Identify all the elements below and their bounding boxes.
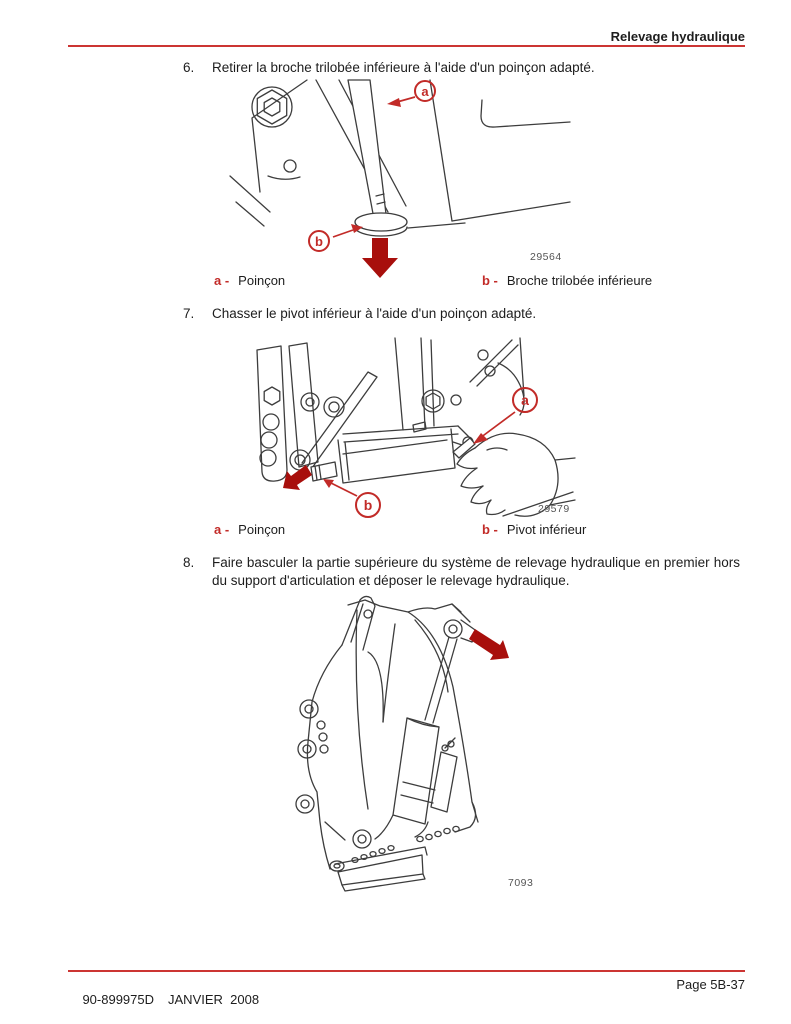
step-text: Faire basculer la partie supérieure du système de relevage hydraulique en premier hors du support d'articulation et déposer le relevage hydraulique. — [212, 555, 740, 588]
caption-label: b - — [482, 522, 498, 537]
step-text: Chasser le pivot inférieur à l'aide d'un poinçon adapté. — [212, 306, 537, 321]
footer-rule — [68, 970, 745, 972]
caption-label: a - — [214, 273, 230, 288]
figure-29564 — [230, 80, 570, 278]
figure-29579 — [225, 330, 575, 526]
callout-b-marker: b — [308, 230, 330, 252]
callout-b-marker: b — [355, 492, 381, 518]
document-date: JANVIER 2008 — [168, 992, 260, 1007]
footer-document-info — [68, 977, 259, 1022]
punch-pin-illustration — [230, 80, 570, 278]
step-8 — [183, 554, 740, 590]
callout-a-marker: a — [414, 80, 436, 102]
trim-assembly-illustration — [265, 592, 565, 894]
document-number: 90-899975D — [82, 992, 155, 1007]
caption-text: Poinçon — [238, 273, 286, 288]
step-number: 8. — [183, 555, 195, 570]
caption-item-b — [482, 522, 586, 537]
figure-7093 — [265, 592, 565, 894]
caption-text: Broche trilobée inférieure — [506, 273, 653, 288]
caption-item-b — [482, 273, 652, 288]
step-number: 7. — [183, 306, 195, 321]
page-number: Page 5B-37 — [676, 977, 745, 992]
page-header-title: Relevage hydraulique — [610, 29, 745, 44]
caption-text: Poinçon — [238, 522, 286, 537]
caption-text: Pivot inférieur — [506, 522, 587, 537]
header-rule — [68, 45, 745, 47]
caption-label: a - — [214, 522, 230, 537]
step-6 — [183, 59, 740, 77]
caption-item-a — [214, 522, 285, 537]
step-text: Retirer la broche trilobée inférieure à l'aide d'un poinçon adapté. — [212, 60, 595, 75]
callout-a-marker: a — [512, 387, 538, 413]
step-number: 6. — [183, 60, 195, 75]
figure-number: 29579 — [538, 503, 570, 515]
caption-label: b - — [482, 273, 498, 288]
step-7 — [183, 305, 740, 323]
figure-number: 29564 — [530, 251, 562, 263]
caption-item-a — [214, 273, 285, 288]
figure-number: 7093 — [508, 877, 534, 889]
pivot-punch-illustration — [225, 330, 575, 526]
